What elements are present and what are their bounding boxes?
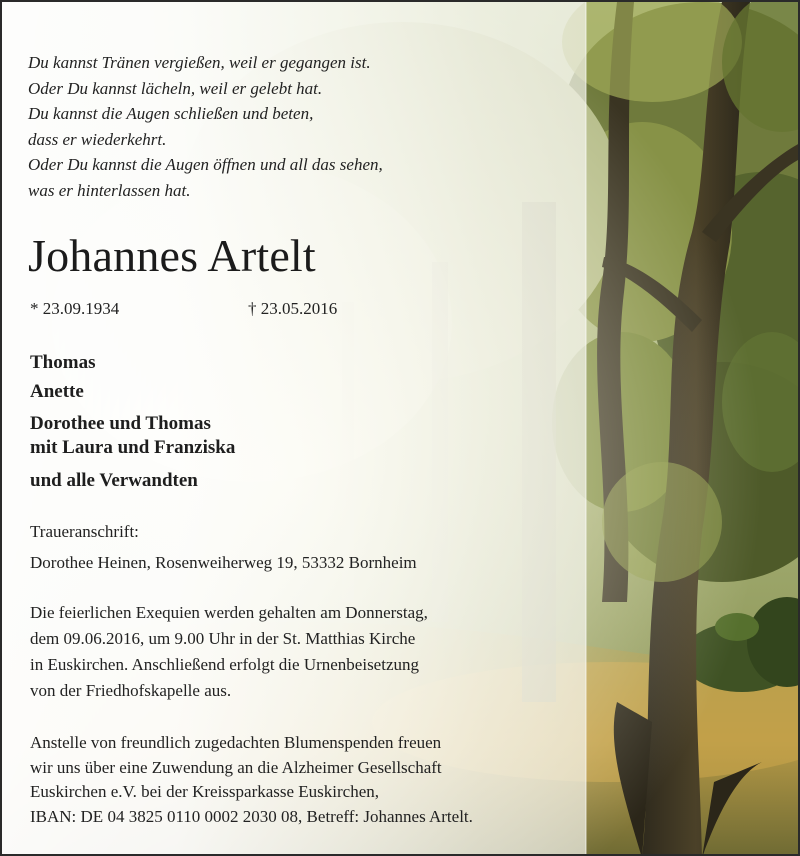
mourning-address-label: Traueranschrift: [30, 522, 139, 541]
donation-line: IBAN: DE 04 3825 0110 0002 2030 08, Betreff: Johannes Artelt. [30, 806, 473, 826]
donation-line: Anstelle von freundlich zugedachten Blumenspenden freuen [30, 733, 442, 752]
service-line: in Euskirchen. Anschließend erfolgt die Urnenbeisetzung [30, 655, 419, 674]
obituary-text [2, 2, 586, 856]
mourner-entry: Anette [30, 381, 84, 402]
mourner-entry: mit Laura und Franziska [30, 437, 236, 458]
donation-line: Euskirchen e.V. bei der Kreissparkasse Euskirchen, [30, 782, 380, 801]
mourners-list [30, 350, 235, 494]
service-line: Die feierlichen Exequien werden gehalten am Donnerstag, [30, 603, 428, 622]
donation-notice [30, 731, 473, 829]
poem-line: Oder Du kannst lächeln, weil er gelebt hat. [28, 78, 323, 98]
deceased-name: Johannes Artelt [28, 230, 316, 281]
donation-line: wir uns über eine Zuwendung an die Alzheimer Gesellschaft [30, 757, 442, 777]
service-line: von der Friedhofskapelle aus. [30, 681, 232, 700]
poem-line: Du kannst die Augen schließen und beten, [28, 104, 314, 123]
birth-date: * 23.09.1934 [30, 299, 120, 318]
mourner-entry: und alle Verwandten [30, 470, 198, 491]
memorial-poem [28, 50, 383, 203]
mourner-entry: Dorothee und Thomas [30, 413, 211, 434]
poem-line: dass er wiederkehrt. [28, 129, 167, 149]
service-line: dem 09.06.2016, um 9.00 Uhr in der St. Matthias Kirche [30, 629, 416, 648]
poem-line: Du kannst Tränen vergießen, weil er gegangen ist. [28, 53, 371, 72]
mourning-address: Dorothee Heinen, Rosenweiherweg 19, 53332 Bornheim [30, 553, 417, 572]
funeral-service-notice [30, 600, 428, 704]
death-date: † 23.05.2016 [248, 299, 338, 318]
mourner-entry: Thomas [30, 352, 96, 373]
poem-line: was er hinterlassen hat. [28, 180, 191, 200]
poem-line: Oder Du kannst die Augen öffnen und all das sehen, [28, 155, 383, 174]
